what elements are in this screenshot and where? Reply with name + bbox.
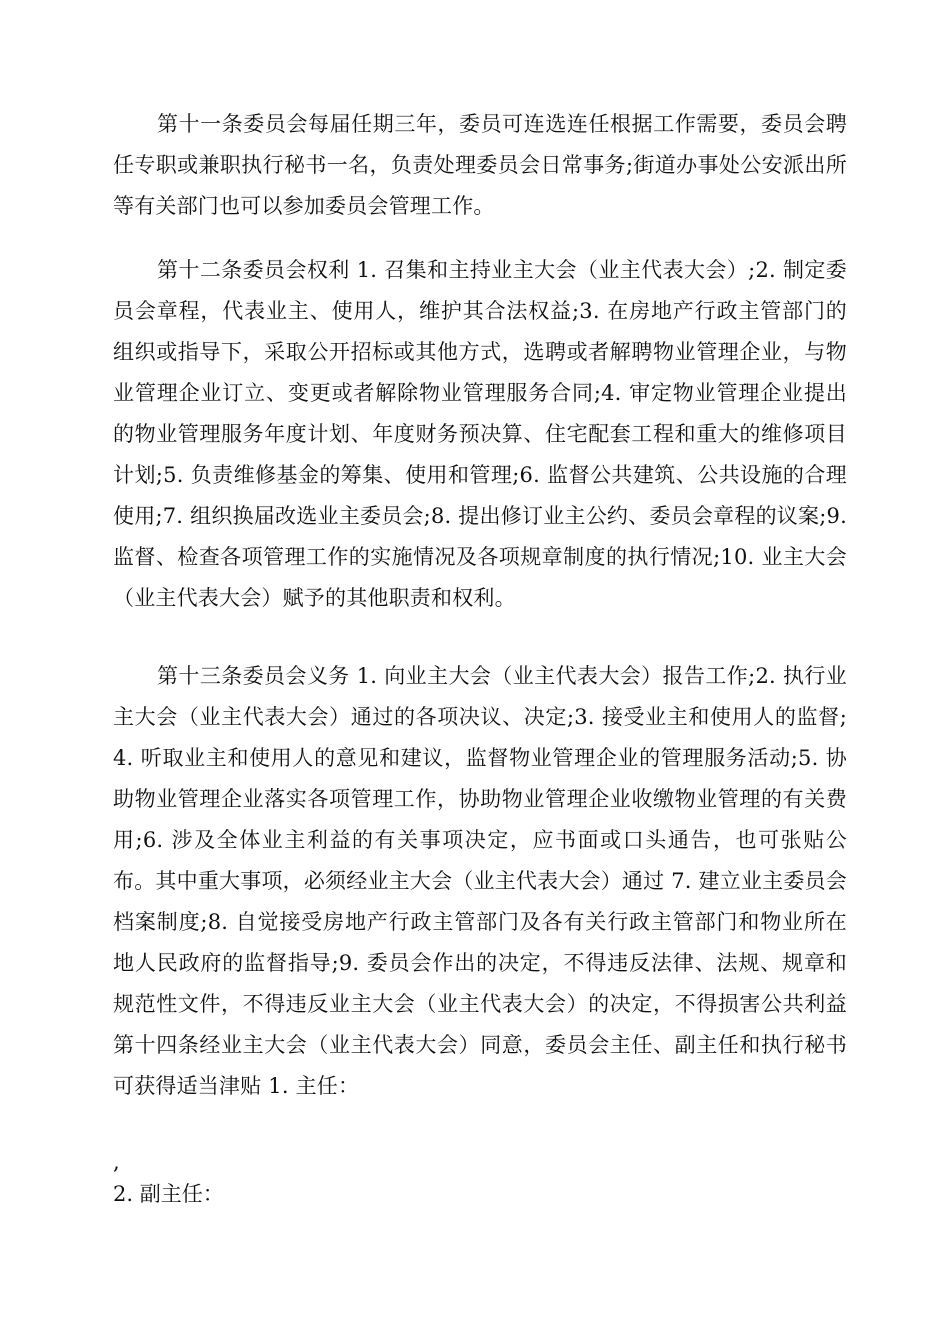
article-11-paragraph: 第十一条委员会每届任期三年，委员可连选连任根据工作需要，委员会聘任专职或兼职执行秘书一名，负责处理委员会日常事务;街道办事处公安派出所等有关部门也可以参加委员会管理工作。 <box>113 112 847 218</box>
article-12-paragraph: 第十二条委员会权利 1. 召集和主持业主大会（业主代表大会）;2. 制定委员会章程，代表业主、使用人，维护其合法权益;3. 在房地产行政主管部门的组织或指导下，采取公开招标或其他方式，选聘或者解聘物业管理企业，与物业管理企业订立、变更或者解除物业管理服务合同;4. 审定物业管理企业提出的物业管理服务年度计划、年度财务预决算、住宅配套工程和重大的维修项目计划;5. 负责维修基金的筹集、使用和管理;6. 监督公共建筑、公共设施的合理使用;7. 组织换届改选业主委员会;8. 提出修订业主公约、委员会章程的议案;9. 监督、检查各项管理工作的实施情况及各项规章制度的执行情况;10. 业主大会（业主代表大会）赋予的其他职责和权利。 <box>113 258 847 610</box>
article-13-paragraph: 第十三条委员会义务 1. 向业主大会（业主代表大会）报告工作;2. 执行业主大会（业主代表大会）通过的各项决议、决定;3. 接受业主和使用人的监督;4. 听取业主和使用人的意见和建议，监督物业管理企业的管理服务活动;5. 协助物业管理企业落实各项管理工作，协助物业管理企业收缴物业管理的有关费用;6. 涉及全体业主利益的有关事项决定，应书面或口头通告，也可张贴公布。其中重大事项，必须经业主大会（业主代表大会）通过 7. 建立业主委员会档案制度;8. 自觉接受房地产行政主管部门及各有关行政主管部门和物业所在地人民政府的监督指导;9. 委员会作出的决定，不得违反法律、法规、规章和规范性文件，不得违反业主大会（业主代表大会）的决定，不得损害公共利益第十四条经业主大会（业主代表大会）同意，委员会主任、副主任和执行秘书可获得适当津贴 1. 主任： <box>113 664 847 1098</box>
vice-director-item: 2. 副主任： <box>113 1182 224 1206</box>
comma-line: , <box>113 1150 120 1174</box>
